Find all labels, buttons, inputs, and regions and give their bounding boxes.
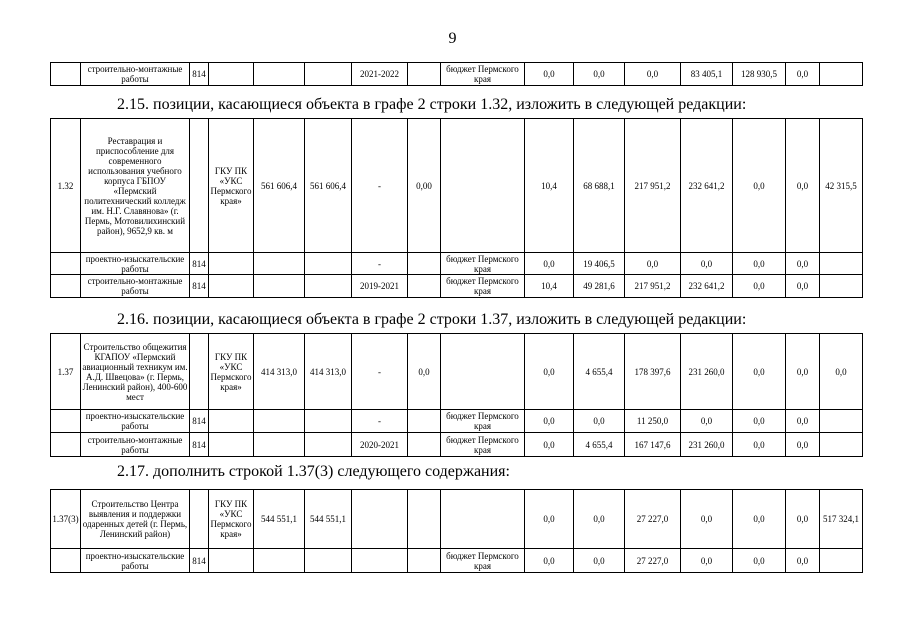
table-cell: Строительство Центра выявления и поддержки одаренных детей (г. Пермь, Ленинский район) bbox=[81, 490, 190, 549]
table-cell bbox=[305, 549, 352, 573]
table-cell: 27 227,0 bbox=[625, 549, 681, 573]
table-cell: 0,0 bbox=[786, 549, 820, 573]
table-cell: 561 606,4 bbox=[254, 119, 305, 253]
table-cell bbox=[820, 549, 863, 573]
table-cell bbox=[820, 253, 863, 275]
table-cell bbox=[305, 433, 352, 457]
table-cell bbox=[305, 410, 352, 433]
table-cell: бюджет Пермского края bbox=[441, 410, 525, 433]
table-cell bbox=[254, 63, 305, 86]
table-cell bbox=[820, 410, 863, 433]
table-row bbox=[51, 433, 863, 457]
table-cell: 414 313,0 bbox=[305, 334, 352, 410]
table-cell: бюджет Пермского края bbox=[441, 253, 525, 275]
table-cell bbox=[51, 63, 81, 86]
table-cell: 0,0 bbox=[786, 119, 820, 253]
table-cell: 814 bbox=[190, 275, 209, 298]
table-cell: ГКУ ПК «УКС Пермского края» bbox=[209, 119, 254, 253]
table-cell: 232 641,2 bbox=[681, 119, 733, 253]
table-cell: 0,0 bbox=[681, 253, 733, 275]
table-cell: 0,0 bbox=[525, 549, 574, 573]
table-cell bbox=[190, 119, 209, 253]
table-cell: 814 bbox=[190, 410, 209, 433]
table-cell: 0,0 bbox=[733, 334, 786, 410]
table-continuation bbox=[50, 62, 863, 86]
table-cell bbox=[441, 334, 525, 410]
table-cell: 19 406,5 bbox=[574, 253, 625, 275]
table-cell: 4 655,4 bbox=[574, 433, 625, 457]
heading-2-17: 2.17. дополнить строкой 1.37(3) следующего содержания: bbox=[117, 463, 510, 480]
table-cell: 2019-2021 bbox=[352, 275, 408, 298]
heading-2-16: 2.16. позиции, касающиеся объекта в графе 2 строки 1.37, изложить в следующей редакции: bbox=[117, 311, 747, 328]
table-row bbox=[51, 253, 863, 275]
table-cell: 0,0 bbox=[733, 490, 786, 549]
table-cell bbox=[51, 433, 81, 457]
table-cell: 27 227,0 bbox=[625, 490, 681, 549]
table-cell: бюджет Пермского края bbox=[441, 433, 525, 457]
table-cell: строительно-монтажные работы bbox=[81, 433, 190, 457]
table-row bbox=[51, 410, 863, 433]
table-row-1-37 bbox=[50, 333, 863, 457]
table-cell: 814 bbox=[190, 63, 209, 86]
table-cell bbox=[408, 253, 441, 275]
table-cell: 0,0 bbox=[786, 63, 820, 86]
table-row bbox=[51, 490, 863, 549]
table-cell: Реставрация и приспособление для современного использования учебного корпуса ГБПОУ «Пермский политехнический колледж им. Н.Г. Славянова» (г. Пермь, Мотовилихинский район), 9652,9 кв. м bbox=[81, 119, 190, 253]
table-cell: проектно-изыскательские работы bbox=[81, 549, 190, 573]
table-cell: 0,0 bbox=[733, 275, 786, 298]
table-cell bbox=[352, 549, 408, 573]
table-cell: 0,0 bbox=[574, 549, 625, 573]
table-cell: ГКУ ПК «УКС Пермского края» bbox=[209, 490, 254, 549]
table-cell: 814 bbox=[190, 549, 209, 573]
table-cell: 42 315,5 bbox=[820, 119, 863, 253]
table-cell bbox=[254, 410, 305, 433]
page-number: 9 bbox=[448, 30, 457, 47]
table-cell bbox=[209, 253, 254, 275]
table-cell: 83 405,1 bbox=[681, 63, 733, 86]
table-cell: 0,0 bbox=[525, 63, 574, 86]
table-cell bbox=[254, 253, 305, 275]
table-cell bbox=[441, 119, 525, 253]
table-row bbox=[51, 63, 863, 86]
table-cell bbox=[408, 410, 441, 433]
table-cell bbox=[209, 410, 254, 433]
table-cell: 0,0 bbox=[733, 433, 786, 457]
table-cell bbox=[254, 549, 305, 573]
table-cell: 0,0 bbox=[408, 334, 441, 410]
table-cell: 814 bbox=[190, 253, 209, 275]
table-cell: 0,0 bbox=[574, 63, 625, 86]
table-cell: 0,0 bbox=[681, 549, 733, 573]
table-cell: 814 bbox=[190, 433, 209, 457]
table-cell: 0,0 bbox=[733, 119, 786, 253]
table-cell: 2020-2021 bbox=[352, 433, 408, 457]
table-cell: 0,0 bbox=[525, 334, 574, 410]
table-cell bbox=[820, 275, 863, 298]
table-cell: 217 951,2 bbox=[625, 275, 681, 298]
table-cell: 49 281,6 bbox=[574, 275, 625, 298]
table-cell bbox=[51, 275, 81, 298]
table-cell bbox=[190, 334, 209, 410]
table-cell: 11 250,0 bbox=[625, 410, 681, 433]
table-cell bbox=[209, 549, 254, 573]
table-cell bbox=[305, 275, 352, 298]
table-row bbox=[51, 334, 863, 410]
table-cell bbox=[408, 433, 441, 457]
table-cell: 0,0 bbox=[681, 410, 733, 433]
table-cell: 10,4 bbox=[525, 119, 574, 253]
table-cell: 167 147,6 bbox=[625, 433, 681, 457]
table-cell bbox=[305, 253, 352, 275]
table-cell bbox=[408, 275, 441, 298]
table-cell: 0,0 bbox=[786, 275, 820, 298]
table-cell: 544 551,1 bbox=[305, 490, 352, 549]
table-cell: 68 688,1 bbox=[574, 119, 625, 253]
table-cell: 1.37(3) bbox=[51, 490, 81, 549]
table-cell: 517 324,1 bbox=[820, 490, 863, 549]
table-cell: 231 260,0 bbox=[681, 334, 733, 410]
table-cell: 0,0 bbox=[574, 490, 625, 549]
table-cell: 128 930,5 bbox=[733, 63, 786, 86]
table-cell bbox=[305, 63, 352, 86]
table-cell: 1.32 bbox=[51, 119, 81, 253]
table-cell bbox=[51, 549, 81, 573]
table-cell bbox=[408, 549, 441, 573]
table-cell bbox=[820, 433, 863, 457]
table-cell bbox=[209, 63, 254, 86]
table-cell: 0,0 bbox=[525, 433, 574, 457]
table-cell: 0,0 bbox=[525, 253, 574, 275]
table-cell bbox=[209, 275, 254, 298]
table-cell: 0,0 bbox=[786, 253, 820, 275]
table-cell: 217 951,2 bbox=[625, 119, 681, 253]
table-cell bbox=[51, 410, 81, 433]
table-cell: 10,4 bbox=[525, 275, 574, 298]
table-cell bbox=[190, 490, 209, 549]
table-cell: 544 551,1 bbox=[254, 490, 305, 549]
table-cell: строительно-монтажные работы bbox=[81, 275, 190, 298]
table-cell: 0,0 bbox=[786, 410, 820, 433]
table-cell: Строительство общежития КГАПОУ «Пермский авиационный техникум им. А.Д. Швецова» (г. Пермь, Ленинский район), 400-600 мест bbox=[81, 334, 190, 410]
table-cell: 0,0 bbox=[820, 334, 863, 410]
table-row bbox=[51, 549, 863, 573]
table-cell: 0,0 bbox=[786, 334, 820, 410]
table-cell bbox=[254, 433, 305, 457]
table-cell: 2021-2022 bbox=[352, 63, 408, 86]
table-row bbox=[51, 119, 863, 253]
table-cell: 1.37 bbox=[51, 334, 81, 410]
table-cell: ГКУ ПК «УКС Пермского края» bbox=[209, 334, 254, 410]
table-cell: 0,0 bbox=[625, 63, 681, 86]
table-row-1-32 bbox=[50, 118, 863, 298]
table-cell: 4 655,4 bbox=[574, 334, 625, 410]
table-cell: 0,00 bbox=[408, 119, 441, 253]
table-cell: - bbox=[352, 253, 408, 275]
table-cell: 0,0 bbox=[625, 253, 681, 275]
table-row-1-37-3 bbox=[50, 489, 863, 573]
table-cell: 0,0 bbox=[574, 410, 625, 433]
table-cell bbox=[441, 490, 525, 549]
table-cell: проектно-изыскательские работы bbox=[81, 253, 190, 275]
table-cell: 0,0 bbox=[733, 410, 786, 433]
table-cell: бюджет Пермского края bbox=[441, 275, 525, 298]
table-cell: бюджет Пермского края bbox=[441, 549, 525, 573]
table-cell: 231 260,0 bbox=[681, 433, 733, 457]
table-cell: 561 606,4 bbox=[305, 119, 352, 253]
table-cell: бюджет Пермского края bbox=[441, 63, 525, 86]
table-cell: - bbox=[352, 410, 408, 433]
table-cell: - bbox=[352, 334, 408, 410]
table-cell: проектно-изыскательские работы bbox=[81, 410, 190, 433]
table-cell bbox=[408, 490, 441, 549]
table-cell bbox=[408, 63, 441, 86]
table-cell: 414 313,0 bbox=[254, 334, 305, 410]
table-cell bbox=[51, 253, 81, 275]
table-cell bbox=[352, 490, 408, 549]
table-cell bbox=[254, 275, 305, 298]
table-cell: 232 641,2 bbox=[681, 275, 733, 298]
table-cell: 0,0 bbox=[786, 490, 820, 549]
table-row bbox=[51, 275, 863, 298]
heading-2-15: 2.15. позиции, касающиеся объекта в графе 2 строки 1.32, изложить в следующей редакции: bbox=[117, 96, 747, 113]
table-cell: 178 397,6 bbox=[625, 334, 681, 410]
table-cell: 0,0 bbox=[733, 253, 786, 275]
table-cell: 0,0 bbox=[525, 410, 574, 433]
table-cell: 0,0 bbox=[786, 433, 820, 457]
table-cell: 0,0 bbox=[681, 490, 733, 549]
table-cell: строительно-монтажные работы bbox=[81, 63, 190, 86]
table-cell: - bbox=[352, 119, 408, 253]
table-cell: 0,0 bbox=[525, 490, 574, 549]
table-cell bbox=[820, 63, 863, 86]
table-cell bbox=[209, 433, 254, 457]
table-cell: 0,0 bbox=[733, 549, 786, 573]
